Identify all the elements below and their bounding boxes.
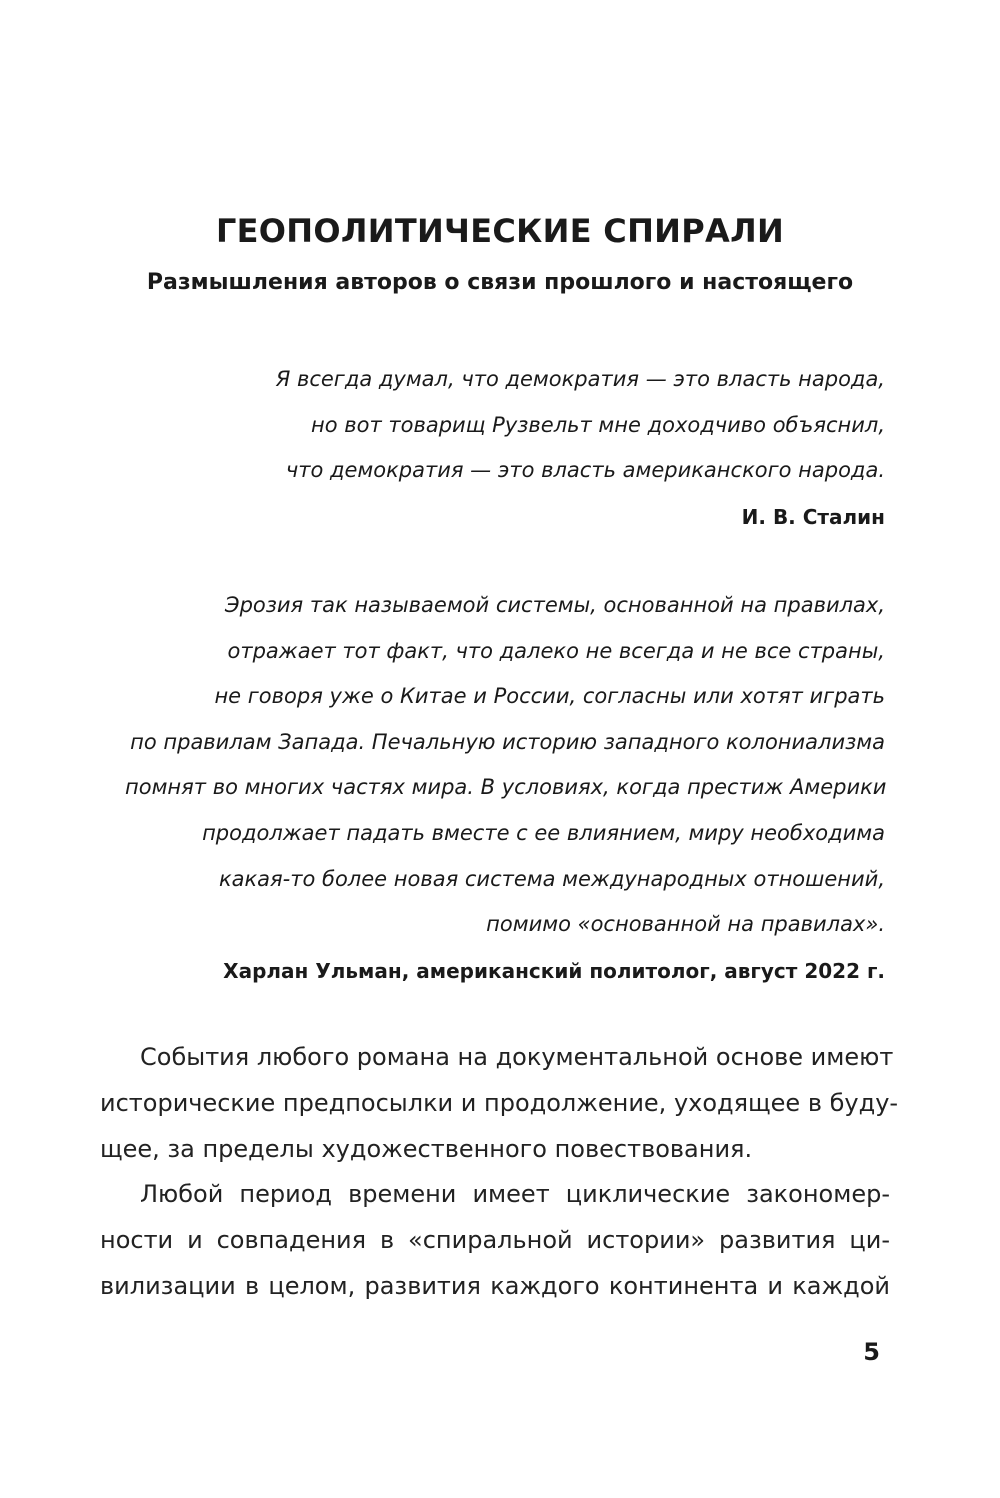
chapter-subtitle: Размышления авторов о связи прошлого и настоящего <box>146 270 854 295</box>
epigraph-line: помимо «основанной на правилах». <box>486 912 885 937</box>
epigraph-line: отражает тот факт, что далеко не всегда и не все страны, <box>227 638 885 663</box>
epigraph-line: по правилам Запада. Печальную историю западного колониализма <box>130 729 885 754</box>
body-text <box>100 1035 899 1310</box>
body-line: Любой период времени имеет циклические закономер- <box>140 1180 890 1209</box>
epigraph-line: помнят во многих частях мира. В условиях, когда престиж Америки <box>125 775 887 800</box>
epigraph-line: Эрозия так называемой системы, основанной на правилах, <box>224 593 885 617</box>
epigraph-stalin <box>125 357 885 540</box>
epigraph-author: И. В. Сталин <box>741 504 885 529</box>
epigraph-author: Харлан Ульман, американский политолог, август 2022 г. <box>223 958 885 983</box>
page-number: 5 <box>863 1338 880 1366</box>
body-line: События любого романа на документальной основе имеют <box>140 1043 894 1071</box>
body-line: вилизации в целом, развития каждого континента и каждой <box>100 1271 890 1300</box>
epigraph-line: но вот товарищ Рузвельт мне доходчиво объяснил, <box>311 412 885 437</box>
epigraph-line: Я всегда думал, что демократия — это власть народа, <box>275 367 885 391</box>
body-line: щее, за пределы художественного повествования. <box>100 1134 753 1163</box>
body-line: исторические предпосылки и продолжение, уходящее в буду- <box>100 1088 899 1117</box>
chapter-title: ГЕОПОЛИТИЧЕСКИЕ СПИРАЛИ <box>215 212 785 250</box>
epigraph-line: не говоря уже о Китае и России, согласны или хотят играть <box>214 684 885 709</box>
epigraph-ullman <box>125 583 885 994</box>
epigraph-line: что демократия — это власть американского народа. <box>285 458 885 483</box>
body-line: ности и совпадения в «спиральной истории» развития ци- <box>100 1226 890 1255</box>
epigraph-line: какая-то более новая система международных отношений, <box>218 866 885 891</box>
epigraph-line: продолжает падать вместе с ее влиянием, миру необходима <box>202 820 885 845</box>
